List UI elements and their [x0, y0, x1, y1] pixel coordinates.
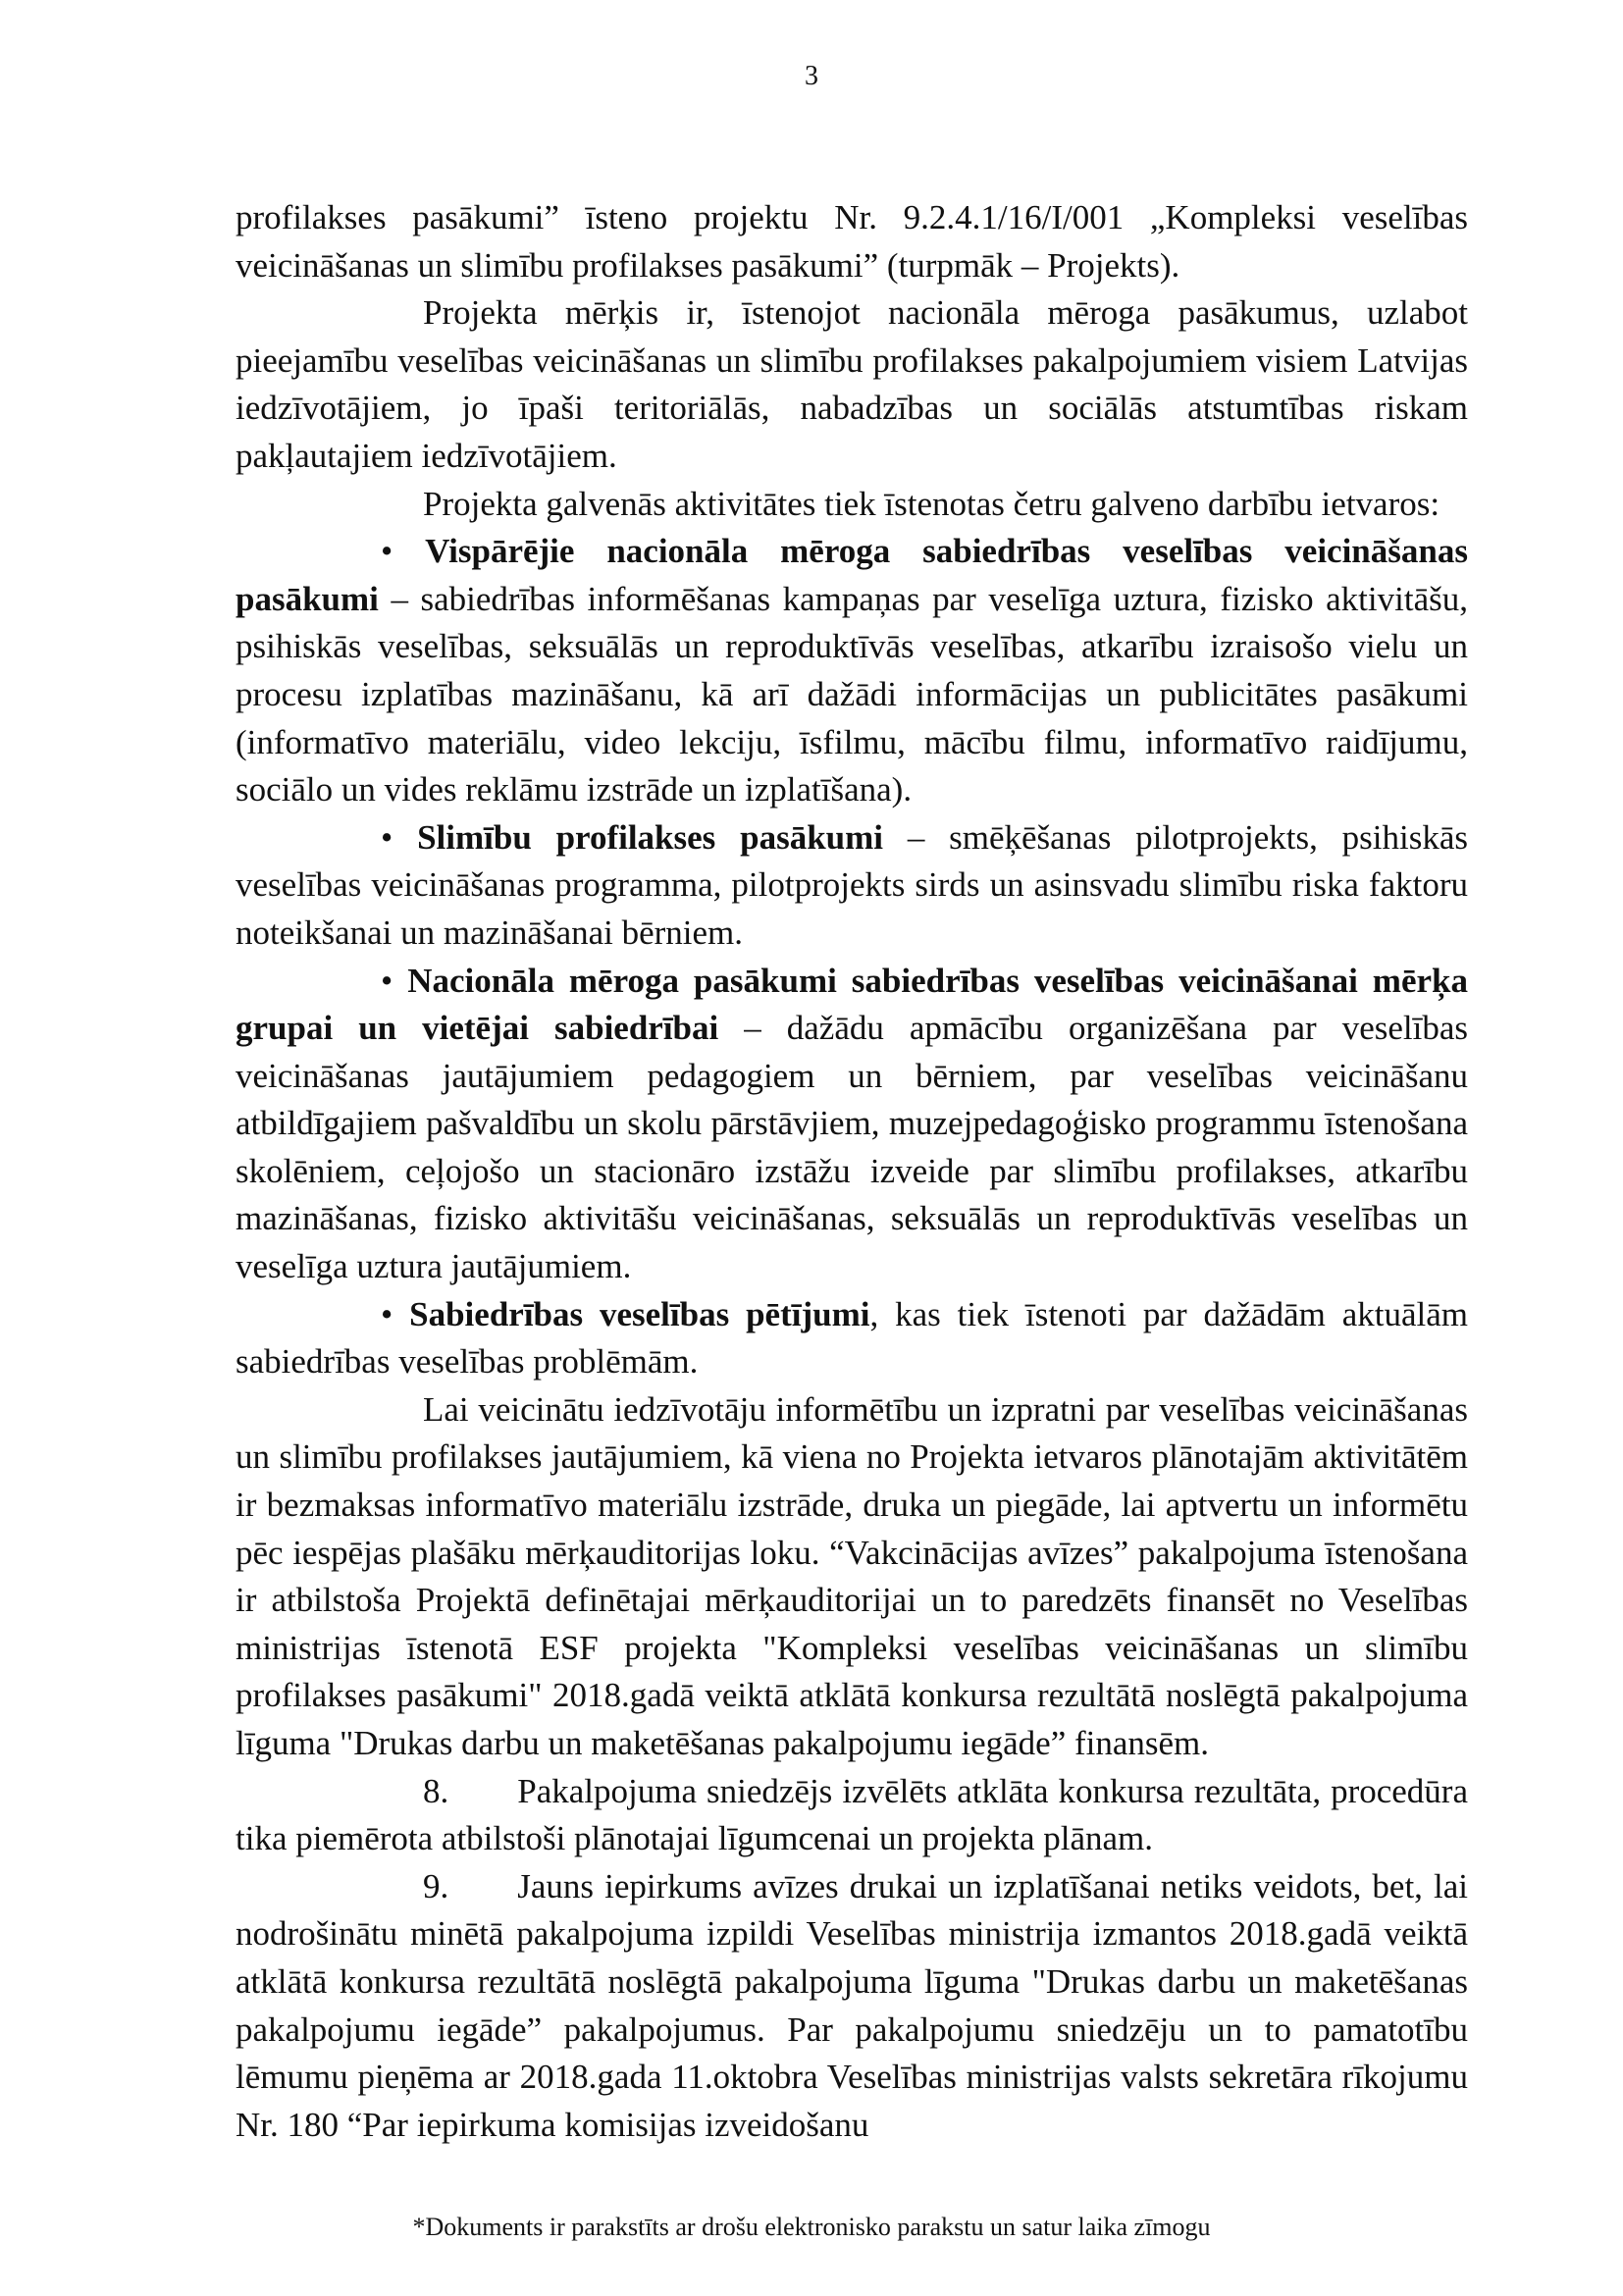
bullet-dot: •: [381, 961, 408, 1000]
bullet-text: , kas tiek īstenoti par dažādām aktuālām sabiedrības veselības problēmām.: [236, 1294, 1468, 1382]
paragraph-project-intro: profilakses pasākumi” īsteno projektu Nr. 9.2.4.1/16/I/001 „Kompleksi veselības veicināšanas un slimību profilakses pasākumi” (turpmāk – Projekts).: [236, 198, 1468, 285]
bullet-text: – dažādu apmācību organizēšana par veselības veicināšanas jautājumiem pedagogiem un bērniem, par veselības veicināšanu atbildīgajiem pašvaldību un skolu pārstāvjiem, muzejpedagoģisko programmu īstenošana skolēniem, ceļojošo un stacionāro izstāžu izveide par slimību profilakses, atkarību mazināšanas, fizisko aktivitāšu veicināšanas, seksuālās un reproduktīvās veselības un veselīga uztura jautājumiem.: [236, 1009, 1468, 1286]
bullet-national-measures: [236, 958, 1468, 1291]
paragraph-item-9: 9. Jauns iepirkums avīzes drukai un izplatīšanai netiks veidots, bet, lai nodrošinātu minētā pakalpojuma izpildi Veselības ministrija izmantos 2018.gadā veiktā atklātā konkursa rezultātā noslēgtā pakalpojuma līguma "Drukas darbu un maketēšanas pakalpojumu iegāde” pakalpojumus. Par pakalpojumu sniedzēju un to pamatotību lēmumu pieņēma ar 2018.gada 11.oktobra Veselības ministrijas valsts sekretāra rīkojumu Nr. 180 “Par iepirkuma komisijas izveidošanu: [236, 1866, 1468, 2144]
bullet-dot: •: [381, 532, 426, 571]
paragraph-item-8: 8. Pakalpojuma sniedzējs izvēlēts atklāta konkursa rezultāta, procedūra tika piemērota atbilstoši plānotajai līgumcenai un projekta plānam.: [236, 1771, 1468, 1858]
bullet-health-research: [236, 1291, 1468, 1386]
bullet-title: Slimību profilakses pasākumi: [417, 817, 884, 857]
bullet-text: – sabiedrības informēšanas kampaņas par veselīga uztura, fizisko aktivitāšu, psihiskās veselības, seksuālās un reproduktīvās veselības, atkarību izraisošo vielu un procesu izplatības mazināšanu, kā arī dažādi informācijas un publicitātes pasākumi (informatīvo materiālu, video lekciju, īsfilmu, mācību filmu, informatīvo raidījumu, sociālo un vides reklāmu izstrāde un izplatīšana).: [236, 579, 1468, 809]
bullet-dot: •: [381, 817, 418, 857]
paragraph-activities-intro: Projekta galvenās aktivitātes tiek īstenotas četru galveno darbību ietvaros:: [423, 484, 1440, 523]
bullet-dot: •: [381, 1294, 410, 1333]
bullet-text: – smēķēšanas pilotprojekts, psihiskās veselības veicināšanas programma, pilotprojekts sirds un asinsvadu slimību riska faktoru noteikšanai un mazināšanai bērniem.: [236, 817, 1468, 952]
page-number: 3: [805, 61, 818, 91]
paragraph-vaccination-newspaper: Lai veicinātu iedzīvotāju informētību un izpratni par veselības veicināšanas un slimību profilakses jautājumiem, kā viena no Projekta ietvaros plānotajām aktivitātēm ir bezmaksas informatīvo materiālu izstrāde, druka un piegāde, lai aptvertu un informētu pēc iespējas plašāku mērķauditorijas loku. “Vakcinācijas avīzes” pakalpojuma īstenošana ir atbilstoša Projektā definētajai mērķauditorijai un to paredzēts finansēt no Veselības ministrijas īstenotā ESF projekta "Kompleksi veselības veicināšanas un slimību profilakses pasākumi" 2018.gadā veiktā atklātā konkursa rezultātā noslēgtā pakalpojuma līguma "Drukas darbu un maketēšanas pakalpojumu iegāde” finansēm.: [236, 1389, 1468, 1762]
bullet-title: Vispārējie nacionāla mēroga sabiedrības veselības veicināšanas pasākumi: [236, 532, 1468, 618]
document-body: [236, 194, 1468, 2149]
bullet-general-measures: [236, 528, 1468, 814]
bullet-disease-prevention: [236, 814, 1468, 958]
footer-signature-note: *Dokuments ir parakstīts ar drošu elektronisko parakstu un satur laika zīmogu: [412, 2213, 1211, 2241]
paragraph-project-goal: Projekta mērķis ir, īstenojot nacionāla mēroga pasākumus, uzlabot pieejamību veselības veicināšanas un slimību profilakses pakalpojumiem visiem Latvijas iedzīvotājiem, jo īpaši teritoriālās, nabadzības un sociālās atstumtības riskam pakļautajiem iedzīvotājiem.: [236, 293, 1468, 475]
bullet-title: Nacionāla mēroga pasākumi sabiedrības veselības veicināšanai mērķa grupai un vietējai sabiedrībai: [236, 961, 1468, 1048]
bullet-title: Sabiedrības veselības pētījumi: [409, 1294, 870, 1333]
